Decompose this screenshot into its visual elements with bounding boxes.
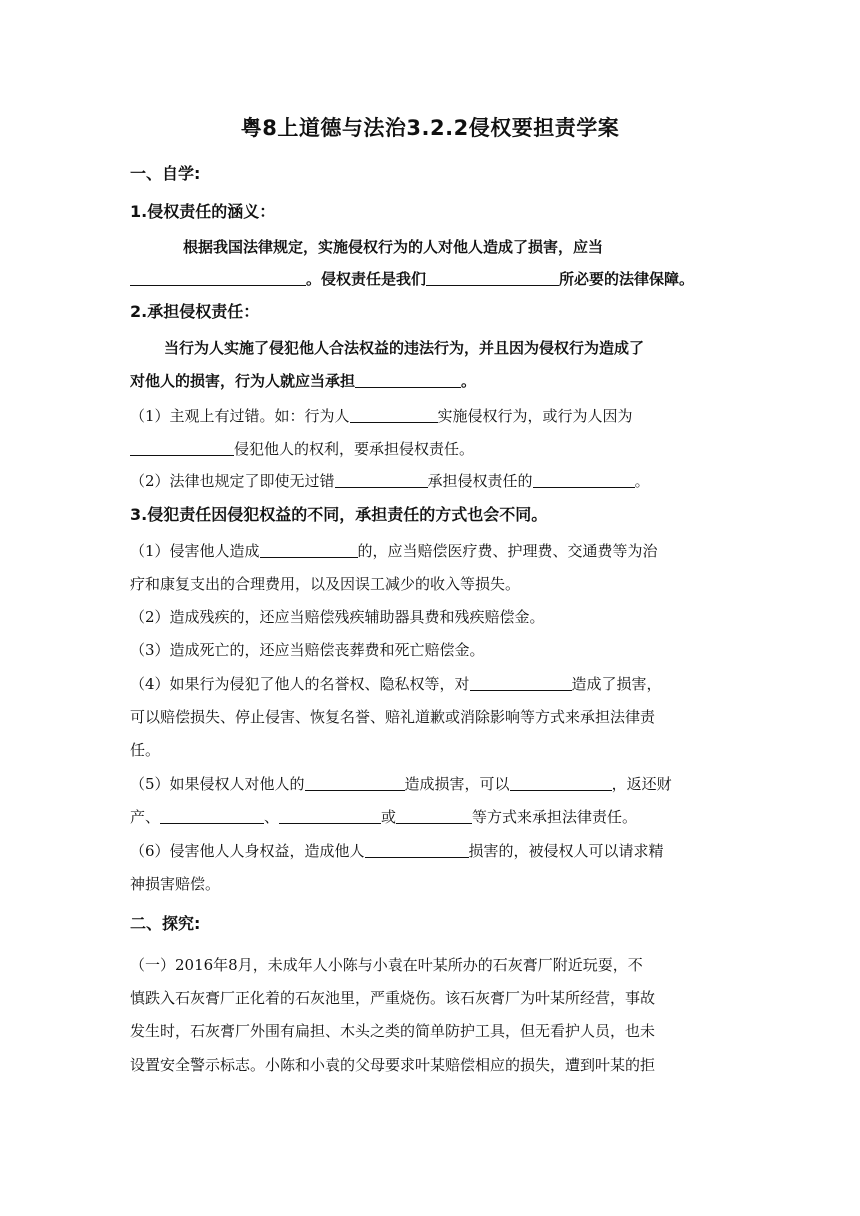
blank [350,406,438,423]
blank [130,439,234,456]
blank [305,774,405,791]
q2-item1-cont [130,438,730,460]
q3-item5-e: 、 [264,808,280,826]
section1-heading: 一、自学: [130,164,201,183]
q1-label: 1.侵权责任的涵义： [130,202,276,221]
blank [279,807,381,824]
q3-item4-b: 造成了损害， [571,675,662,693]
q3-item5-cont [130,806,730,828]
blank [396,807,472,824]
blank [533,471,635,488]
blank [260,541,358,558]
q2-line1: 当行为人实施了侵犯他人合法权益的违法行为，并且因为侵权行为造成了 [164,339,645,357]
q3-item5-g: 等方式来承担法律责任。 [472,808,638,826]
section2-heading: 二、探究: [130,914,201,933]
blank [470,674,572,691]
q2-item2-b: 承担侵权责任的 [427,472,533,490]
q3-item1-b: 的，应当赔偿医疗费、护理费、交通费等为治 [357,542,658,560]
q2-item1-a: （1）主观上有过错。如：行为人 [130,407,350,425]
q3-item6 [130,840,730,862]
q3-item6-cont: 神损害赔偿。 [130,875,221,893]
q3-item4 [130,673,730,695]
q3-item5-d: 产、 [130,808,161,826]
q2-item1-b: 实施侵权行为，或行为人因为 [437,407,633,425]
blank [160,807,264,824]
q3-item4-a: （4）如果行为侵犯了他人的名誉权、隐私权等，对 [130,675,470,693]
case-paragraph-line2: 慎跌入石灰膏厂正化着的石灰池里，严重烧伤。该石灰膏厂为叶某所经营，事故 [130,989,656,1007]
blank [130,269,306,286]
q1-text-end: 所必要的法律保障。 [559,270,695,288]
q2-label: 2.承担侵权责任： [130,302,260,321]
q1-line2 [130,268,730,290]
q3-item5-f: 或 [381,808,397,826]
q1-line1: 根据我国法律规定，实施侵权行为的人对他人造成了损害，应当 [183,238,604,256]
q3-item4-end: 任。 [130,741,161,759]
q3-item6-a: （6）侵害他人人身权益，造成他人 [130,842,365,860]
case-paragraph-line4: 设置安全警示标志。小陈和小袁的父母要求叶某赔偿相应的损失，遭到叶某的拒 [130,1056,656,1074]
q3-item1-cont: 疗和康复支出的合理费用，以及因误工减少的收入等损失。 [130,575,521,593]
q3-item5-c: ，返还财 [611,775,672,793]
q3-item1-a: （1）侵害他人造成 [130,542,260,560]
blank [510,774,612,791]
blank [335,471,428,488]
q3-item4-cont: 可以赔偿损失、停止侵害、恢复名誉、赔礼道歉或消除影响等方式来承担法律责 [130,708,656,726]
q3-item5 [130,773,730,795]
q2-text-b: 。 [461,372,477,390]
case-paragraph-line3: 发生时，石灰膏厂外围有扁担、木头之类的简单防护工具，但无看护人员，也未 [130,1022,656,1040]
q1-text-mid: 。侵权责任是我们 [306,270,427,288]
q2-text-a: 对他人的损害，行为人就应当承担 [130,372,356,390]
q3-item5-a: （5）如果侵权人对他人的 [130,775,305,793]
blank [365,841,469,858]
q2-item2-c: 。 [634,472,650,490]
q3-item3: （3）造成死亡的，还应当赔偿丧葬费和死亡赔偿金。 [130,641,485,659]
page-title: 粤8上道德与法治3.2.2侵权要担责学案 [240,116,620,140]
blank [355,371,461,388]
q3-item6-b: 损害的，被侵权人可以请求精 [468,842,664,860]
q2-item2 [130,470,730,492]
q2-item1 [130,405,730,427]
q3-item2: （2）造成残疾的，还应当赔偿残疾辅助器具费和残疾赔偿金。 [130,608,545,626]
q3-item1 [130,540,730,562]
q3-label: 3.侵犯责任因侵犯权益的不同，承担责任的方式也会不同。 [130,505,548,524]
q2-item2-a: （2）法律也规定了即使无过错 [130,472,335,490]
blank [426,269,559,286]
q3-item5-b: 造成损害，可以 [404,775,510,793]
q2-item1-c: 侵犯他人的权利，要承担侵权责任。 [234,440,475,458]
q2-line2 [130,370,730,392]
case-paragraph-line1: （一）2016年8月，未成年人小陈与小袁在叶某所办的石灰膏厂附近玩耍，不 [130,956,643,974]
